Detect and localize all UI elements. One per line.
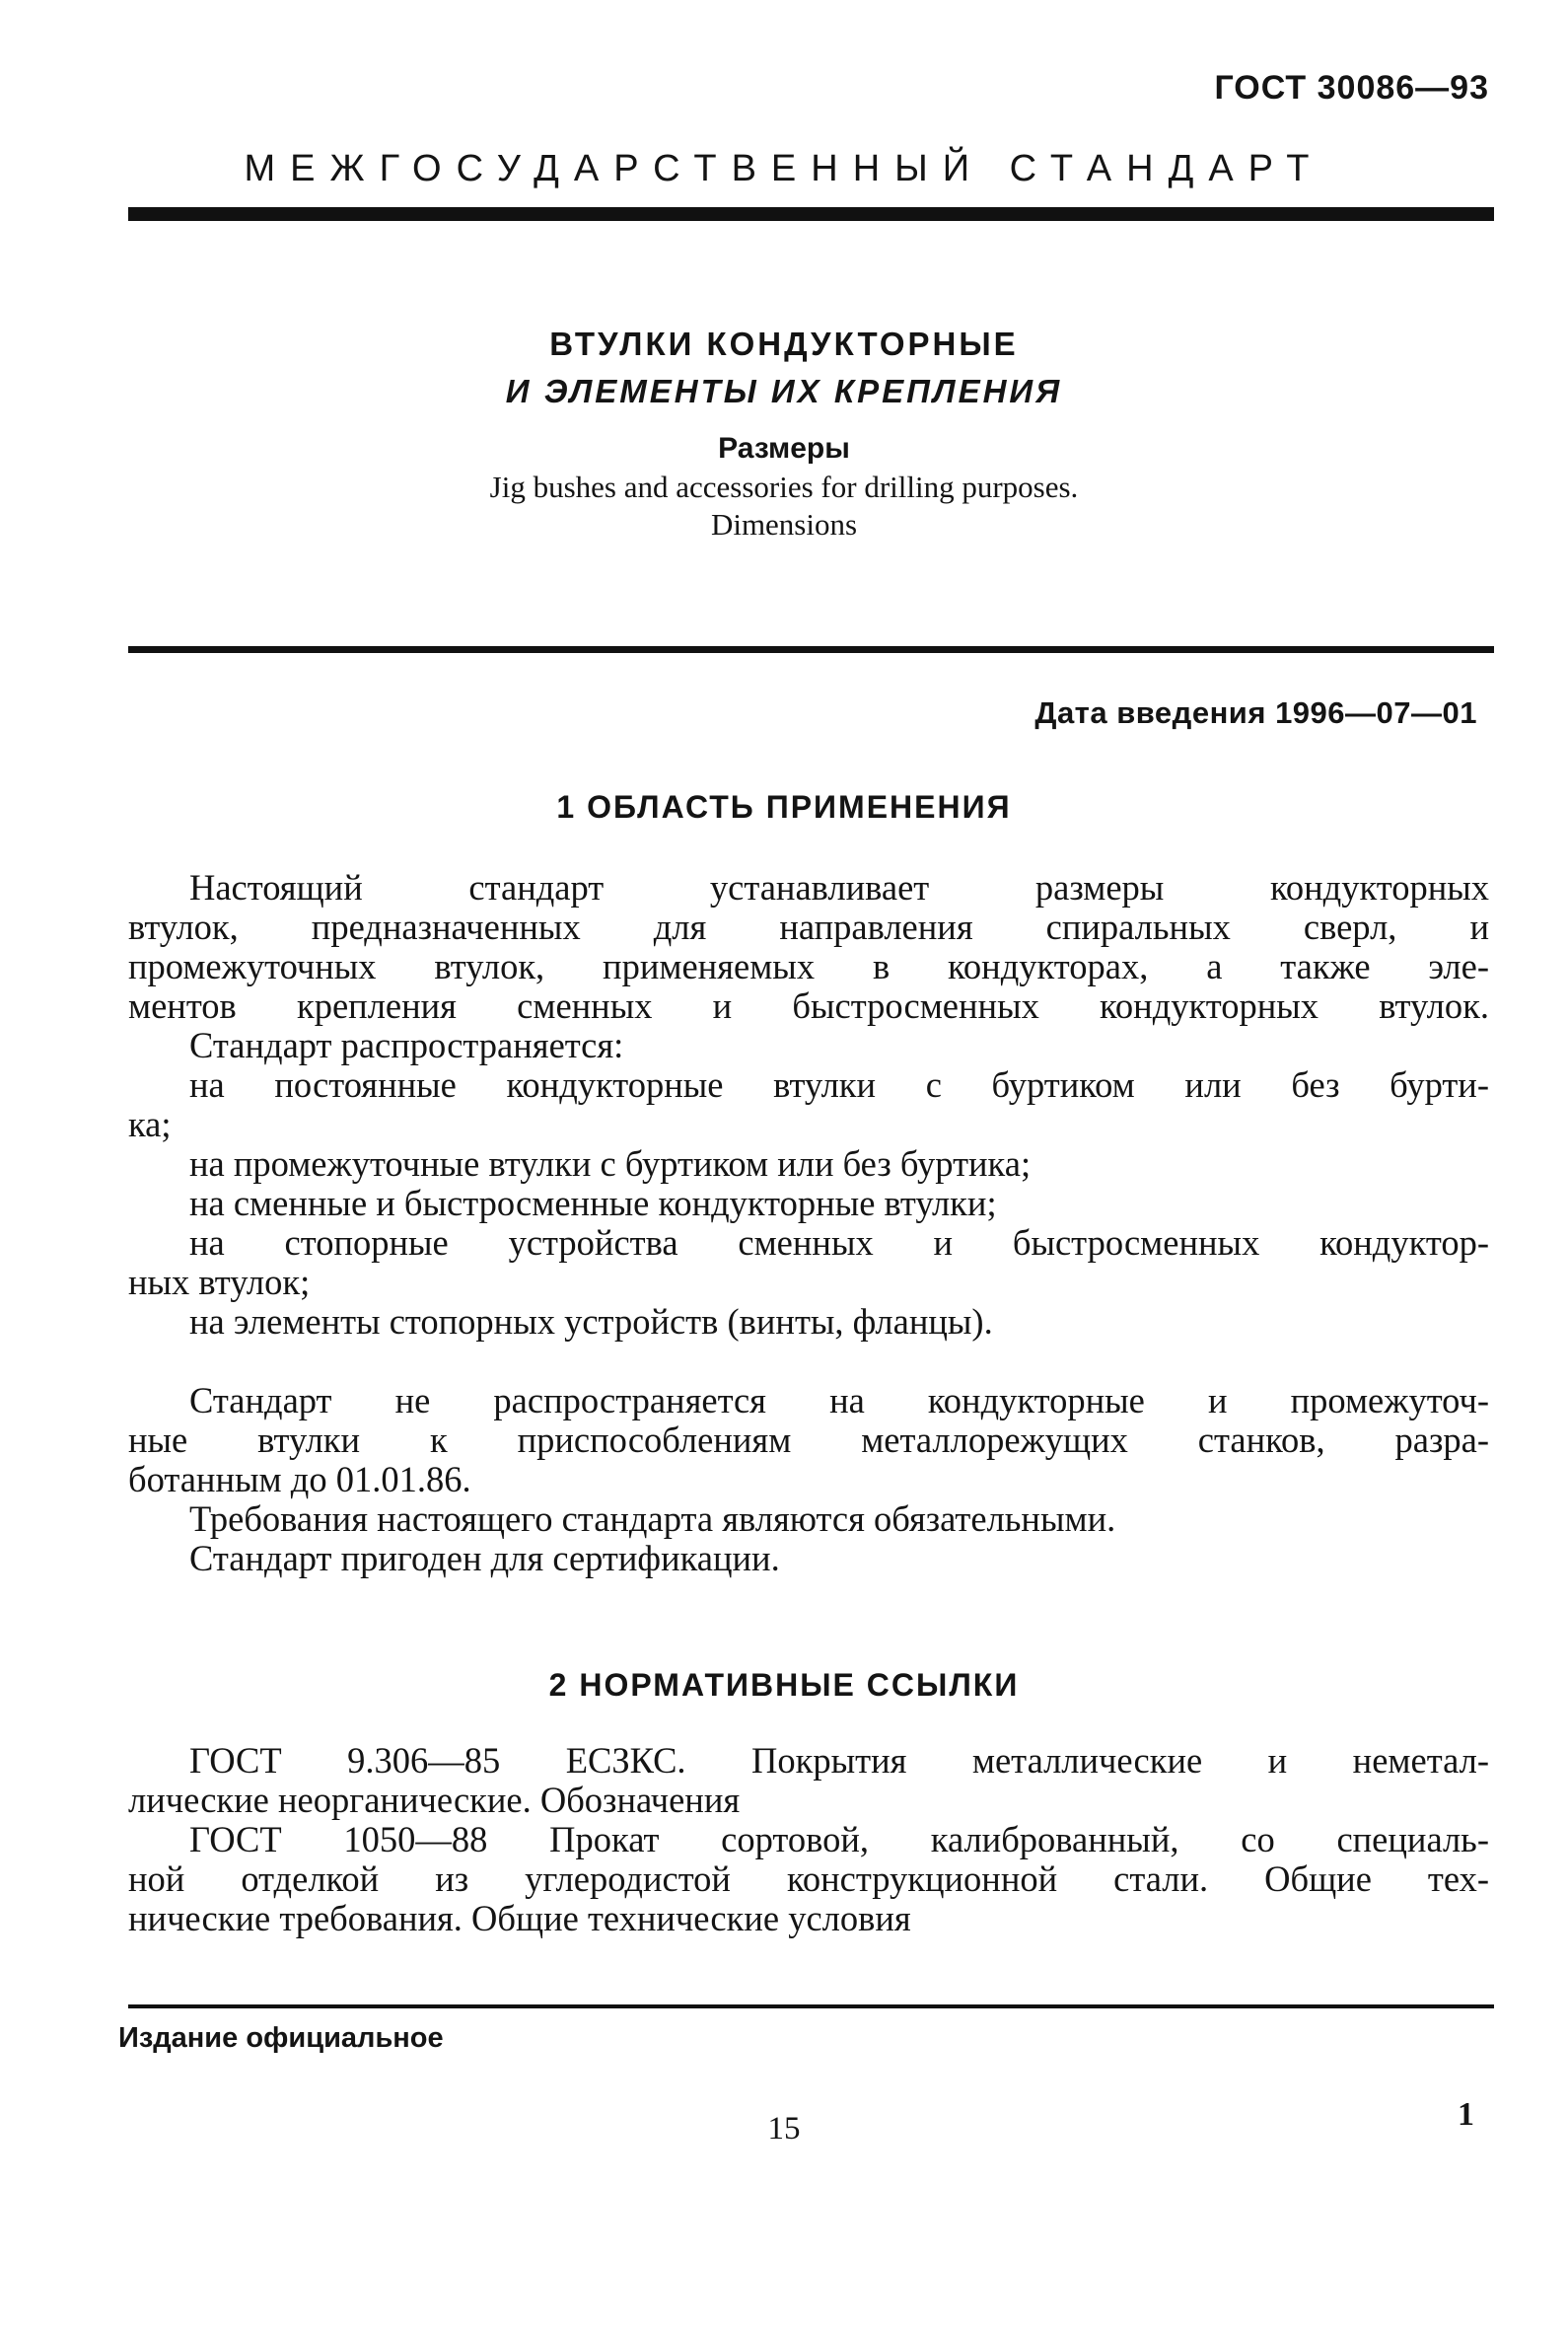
text-line: ботанным до 01.01.86. <box>128 1459 471 1499</box>
official-edition-label: Издание официальное <box>118 2022 444 2054</box>
text-line: ка; <box>128 1104 172 1144</box>
subtitle: Размеры <box>718 432 850 465</box>
interstate-standard-banner: МЕЖГОСУДАРСТВЕННЫЙ СТАНДАРТ <box>244 148 1324 189</box>
title-block <box>0 321 1568 544</box>
section-1-paragraph-4 <box>128 1499 1489 1578</box>
title-rule <box>128 646 1494 653</box>
list-item <box>128 1065 1489 1144</box>
text-line: Стандарт распространяется: <box>189 1025 624 1065</box>
text-line: ГОСТ 1050—88 Прокат сортовой, калиброванный, со специаль- <box>189 1819 1489 1859</box>
text-line: промежуточных втулок, применяемых в кондукторах, а также эле- <box>128 946 1489 986</box>
list-item: на сменные и быстросменные кондукторные втулки; <box>189 1183 997 1223</box>
introduction-date: Дата введения 1996—07—01 <box>1034 695 1477 730</box>
top-thick-rule <box>128 207 1494 221</box>
english-title-line-2: Dimensions <box>710 507 858 542</box>
list-item: на элементы стопорных устройств (винты, фланцы). <box>189 1301 993 1342</box>
page-number-center: 15 <box>767 2111 801 2147</box>
text-line: на стопорные устройства сменных и быстросменных кондуктор- <box>189 1222 1489 1263</box>
english-title-line-1: Jig bushes and accessories for drilling purposes. <box>489 470 1079 504</box>
text-line: лические неорганические. Обозначения <box>128 1780 741 1820</box>
text-line: ных втулок; <box>128 1262 311 1302</box>
text-line: ГОСТ 9.306—85 ЕСЗКС. Покрытия металлические и неметал- <box>189 1740 1489 1781</box>
list-item <box>128 1223 1489 1302</box>
text-line: Стандарт пригоден для сертификации. <box>189 1538 780 1578</box>
section-2-heading: 2 НОРМАТИВНЫЕ ССЫЛКИ <box>548 1667 1020 1703</box>
reference-gost-9-306 <box>128 1741 1489 1820</box>
section-1-paragraph-3 <box>128 1381 1489 1499</box>
section-1-heading: 1 ОБЛАСТЬ ПРИМЕНЕНИЯ <box>556 789 1012 825</box>
text-line: нические требования. Общие технические условия <box>128 1898 911 1938</box>
section-1-paragraph-2 <box>128 1026 1489 1065</box>
text-line: на постоянные кондукторные втулки с буртиком или без бурти- <box>189 1064 1489 1105</box>
reference-gost-1050 <box>128 1820 1489 1938</box>
footer-rule <box>128 2004 1494 2008</box>
scope-list <box>128 1065 1489 1342</box>
text-line: Требования настоящего стандарта являются обязательными. <box>189 1498 1116 1539</box>
text-line: ные втулки к приспособлениям металлорежущих станков, разра- <box>128 1420 1489 1460</box>
list-item: на промежуточные втулки с буртиком или без буртика; <box>189 1143 1032 1184</box>
text-line: ментов крепления сменных и быстросменных кондукторных втулок. <box>128 985 1489 1026</box>
text-line: Настоящий стандарт устанавливает размеры кондукторных <box>189 867 1489 908</box>
standard-number: ГОСТ 30086—93 <box>1214 69 1489 107</box>
page-number-right: 1 <box>1458 2096 1474 2133</box>
title-line-2: И ЭЛЕМЕНТЫ ИХ КРЕПЛЕНИЯ <box>505 373 1063 409</box>
text-line: Стандарт не распространяется на кондукторные и промежуточ- <box>189 1380 1489 1420</box>
title-line-1: ВТУЛКИ КОНДУКТОРНЫЕ <box>549 326 1019 362</box>
text-line: втулок, предназначенных для направления спиральных сверл, и <box>128 907 1489 947</box>
text-line: ной отделкой из углеродистой конструкционной стали. Общие тех- <box>128 1858 1489 1899</box>
section-1-paragraph-1 <box>128 868 1489 1026</box>
